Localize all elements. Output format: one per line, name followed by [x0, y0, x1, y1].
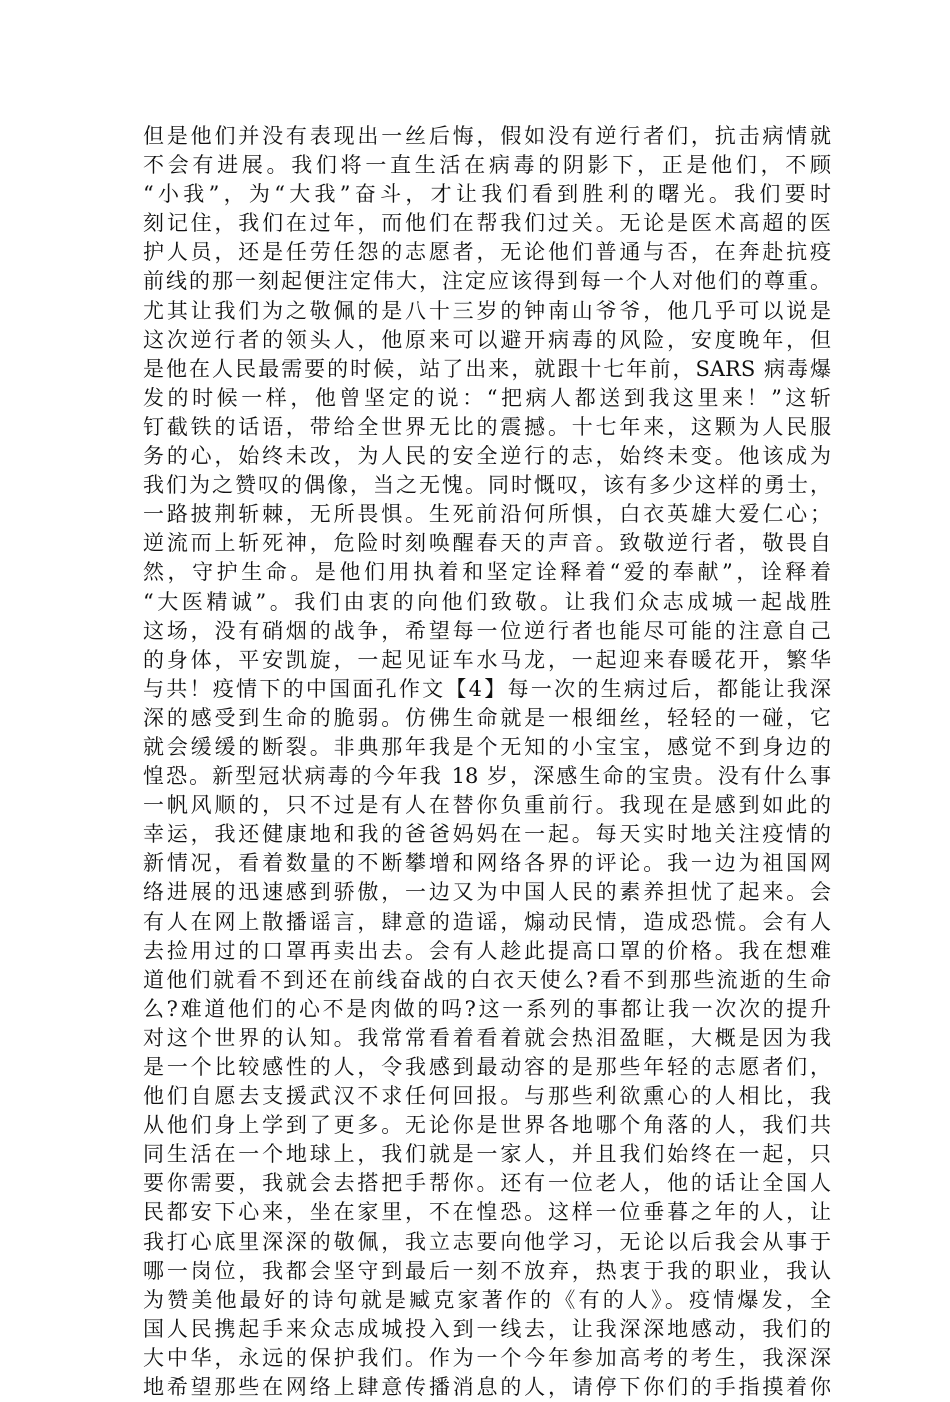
text-line: 不会有进展。我们将一直生活在病毒的阴影下，正是他们，不顾 [143, 153, 831, 178]
body-text [143, 122, 831, 1402]
text-line: 去捡用过的口罩再卖出去。会有人趁此提高口罩的价格。我在想难 [143, 938, 831, 963]
text-line: 是一个比较感性的人，令我感到最动容的是那些年轻的志愿者们， [143, 1055, 831, 1079]
text-line: 是他在人民最需要的时候，站了出来，就跟十七年前，SARS 病毒爆 [143, 356, 831, 381]
text-line: 的身体，平安凯旋，一起见证车水马龙，一起迎来春暖花开，繁华 [143, 647, 831, 672]
text-line: 幸运，我还健康地和我的爸爸妈妈在一起。每天实时地关注疫情的 [143, 822, 831, 847]
text-line: 刻记住，我们在过年，而他们在帮我们过关。无论是医术高超的医 [143, 211, 831, 236]
text-line: 就会缓缓的断裂。非典那年我是个无知的小宝宝，感觉不到身边的 [143, 734, 831, 759]
text-line: “大医精诚”。我们由衷的向他们致敬。让我们众志成城一起战胜 [143, 589, 831, 614]
text-line: 逆流而上斩死神，危险时刻唤醒春天的声音。致敬逆行者，敬畏自 [143, 531, 831, 556]
text-line: 地希望那些在网络上肆意传播消息的人，请停下你们的手指摸着你 [143, 1375, 831, 1400]
text-line: 他们自愿去支援武汉不求任何回报。与那些利欲熏心的人相比，我 [143, 1084, 831, 1109]
text-line: “小我”，为“大我”奋斗，才让我们看到胜利的曙光。我们要时 [143, 182, 831, 207]
text-line: 道他们就看不到还在前线奋战的白衣天使么?看不到那些流逝的生命 [143, 967, 831, 992]
text-line: 与共！疫情下的中国面孔作文【4】每一次的生病过后，都能让我深 [143, 676, 831, 701]
text-line: 同生活在一个地球上，我们就是一家人，并且我们始终在一起，只 [143, 1142, 831, 1167]
text-line: 我打心底里深深的敬佩，我立志要向他学习，无论以后我会从事于 [143, 1229, 831, 1254]
text-line: 然，守护生命。是他们用执着和坚定诠释着“爱的奉献”，诠释着 [143, 560, 831, 585]
text-line: 哪一岗位，我都会坚守到最后一刻不放弃，热衷于我的职业，我认 [143, 1258, 831, 1283]
text-line: 我们为之赞叹的偶像，当之无愧。同时慨叹，该有多少这样的勇士， [143, 473, 831, 498]
text-line: 民都安下心来，坐在家里，不在惶恐。这样一位垂暮之年的人，让 [143, 1200, 831, 1225]
text-line: 大中华，永远的保护我们。作为一个今年参加高考的考生，我深深 [143, 1345, 831, 1370]
text-line: 对这个世界的认知。我常常看着看着就会热泪盈眶，大概是因为我 [143, 1025, 831, 1050]
text-line: 络进展的迅速感到骄傲，一边又为中国人民的素养担忧了起来。会 [143, 880, 831, 905]
text-line: 要你需要，我就会去搭把手帮你。还有一位老人，他的话让全国人 [143, 1171, 831, 1196]
text-line: 前线的那一刻起便注定伟大，注定应该得到每一个人对他们的尊重。 [143, 269, 831, 294]
text-line: 有人在网上散播谣言，肆意的造谣，煽动民情，造成恐慌。会有人 [143, 909, 831, 934]
text-line: 惶恐。新型冠状病毒的今年我 18 岁，深感生命的宝贵。没有什么事 [143, 764, 831, 789]
text-line: 务的心，始终未改，为人民的安全逆行的志，始终未变。他该成为 [143, 444, 831, 469]
text-line: 但是他们并没有表现出一丝后悔，假如没有逆行者们，抗击病情就 [143, 124, 831, 148]
text-line: 尤其让我们为之敬佩的是八十三岁的钟南山爷爷，他几乎可以说是 [143, 298, 831, 323]
text-line: 这次逆行者的领头人，他原来可以避开病毒的风险，安度晚年，但 [143, 327, 831, 352]
text-line: 国人民携起手来众志成城投入到一线去，让我深深地感动，我们的 [143, 1316, 831, 1341]
text-line: 发的时候一样，他曾坚定的说：“把病人都送到我这里来！”这斩 [143, 385, 831, 410]
text-line: 从他们身上学到了更多。无论你是世界各地哪个角落的人，我们共 [143, 1113, 831, 1138]
text-line: 一路披荆斩棘，无所畏惧。生死前沿何所惧，白衣英雄大爱仁心； [143, 502, 831, 527]
text-line: 为赞美他最好的诗句就是臧克家著作的《有的人》。疫情爆发，全 [143, 1287, 831, 1312]
text-line: 一帆风顺的，只不过是有人在替你负重前行。我现在是感到如此的 [143, 793, 831, 818]
text-line: 这场，没有硝烟的战争，希望每一位逆行者也能尽可能的注意自己 [143, 618, 831, 643]
text-line: 新情况，看着数量的不断攀增和网络各界的评论。我一边为祖国网 [143, 851, 831, 876]
text-line: 护人员，还是任劳任怨的志愿者，无论他们普通与否，在奔赴抗疫 [143, 240, 831, 265]
text-line: 深的感受到生命的脆弱。仿佛生命就是一根细丝，轻轻的一碰，它 [143, 705, 831, 730]
text-line: 钉截铁的话语，带给全世界无比的震撼。十七年来，这颗为人民服 [143, 414, 831, 439]
text-line: 么?难道他们的心不是肉做的吗?这一系列的事都让我一次次的提升 [143, 996, 831, 1021]
